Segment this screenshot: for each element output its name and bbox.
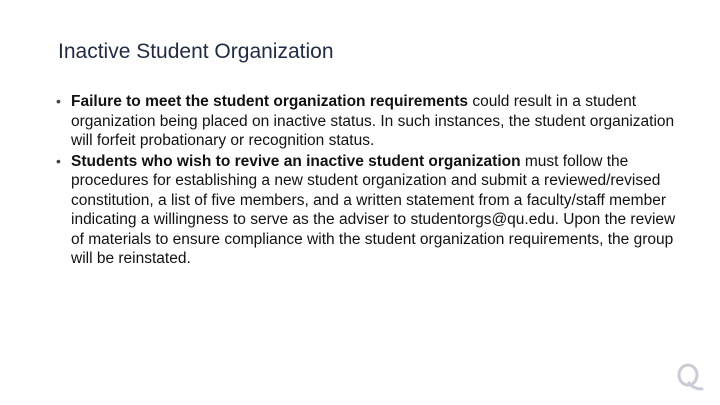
bullet-dot-icon: • (56, 152, 61, 169)
bullet-body-text: could result in a student organization being placed on inactive status. In such instances, the student organization will forfeit probationary or recognition status. (71, 93, 675, 149)
bullet-item (56, 152, 678, 269)
slide-title: Inactive Student Organization (58, 40, 334, 63)
bullet-dot-icon: • (56, 93, 61, 109)
bullet-body-text: must follow the procedures for establishing a new student organization and submit a reviewed/revised constitution, a list of five members, and a written statement from a faculty/staff member indicating a willingness to serve as the adviser to studentorgs@qu.edu. Upon the review of materials to ensure compliance with the student organization requirements, the group will be reinstated. (71, 152, 676, 267)
bullet-list (56, 92, 678, 270)
bullet-item (56, 92, 678, 151)
bullet-lead-text: Students who wish to revive an inactive student organization (71, 152, 521, 170)
bullet-lead-text: Failure to meet the student organization requirements (71, 93, 469, 110)
q-logo-icon (674, 363, 704, 391)
